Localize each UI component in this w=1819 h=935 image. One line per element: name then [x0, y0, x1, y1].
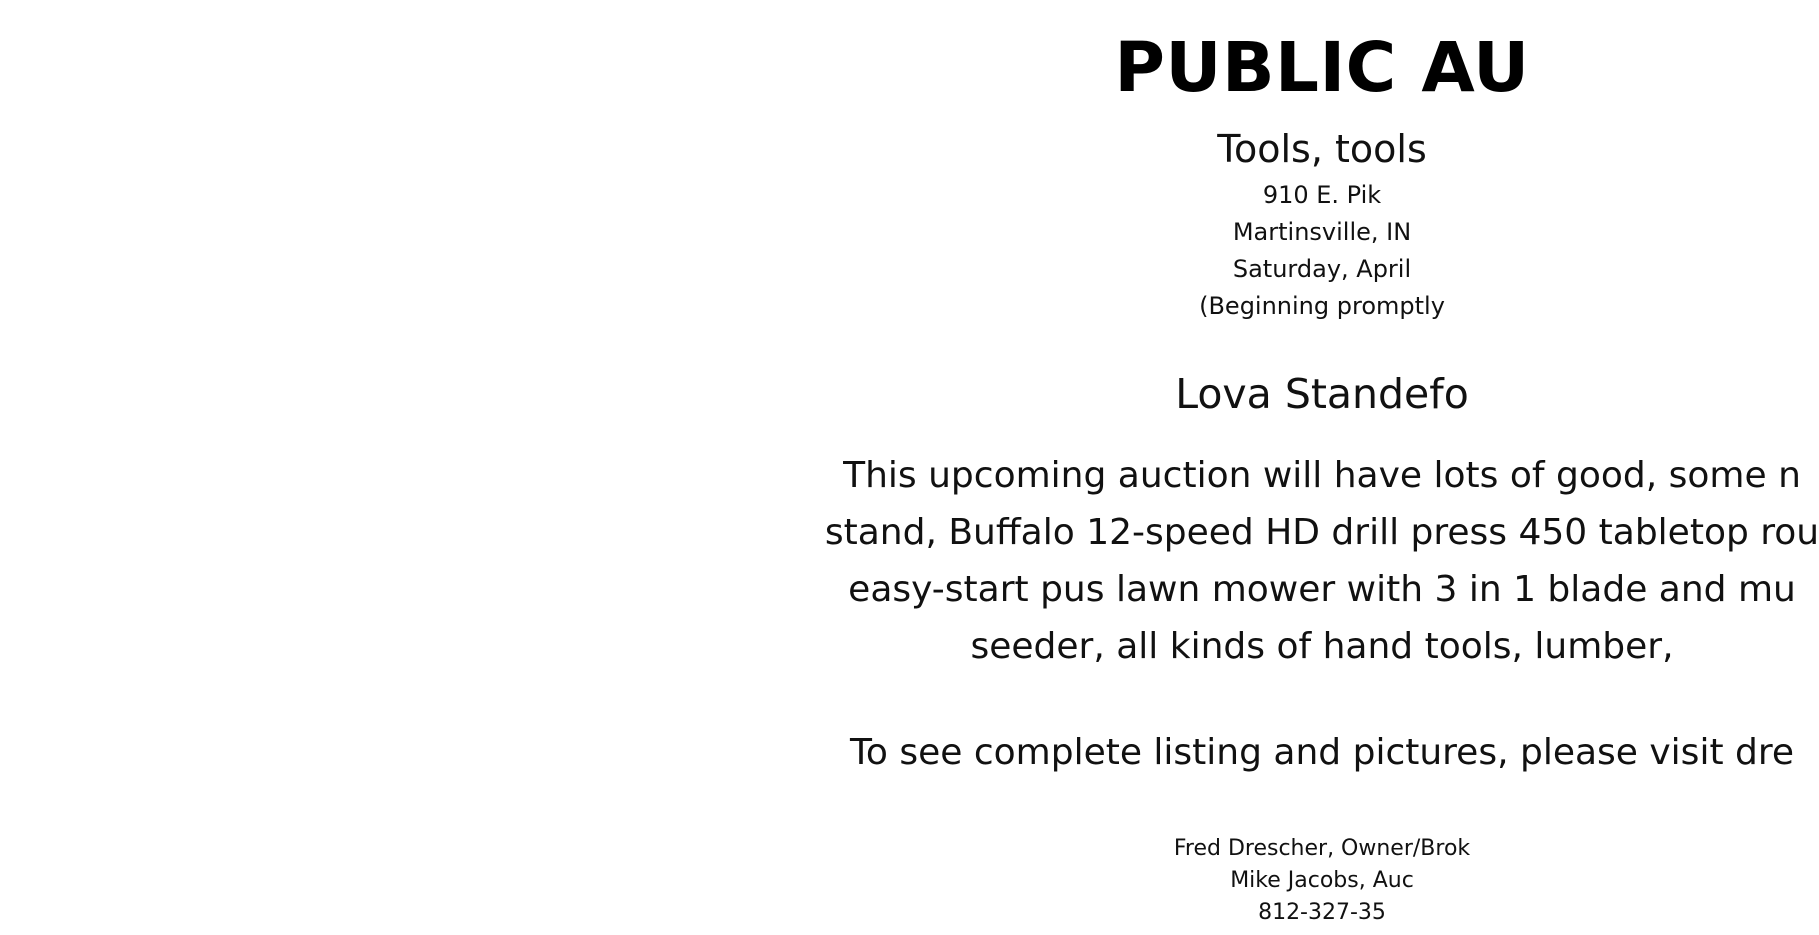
owner-broker-line: Fred Drescher, Owner/Brok: [1173, 836, 1471, 861]
date-line: Saturday, April: [1232, 255, 1412, 283]
seller-name: Lova Standefo: [1175, 370, 1469, 418]
visit-website-note: To see complete listing and pictures, please visit dre: [849, 732, 1795, 773]
phone-number: 812-327-35: [1258, 900, 1386, 925]
description-line: stand, Buffalo 12-speed HD drill press 450 tabletop rou: [824, 512, 1819, 553]
page-title: PUBLIC AU: [1114, 28, 1530, 108]
description-line: seeder, all kinds of hand tools, lumber,: [970, 626, 1674, 667]
description-line: This upcoming auction will have lots of good, some n: [843, 455, 1801, 496]
page-subtitle: Tools, tools: [1217, 127, 1427, 171]
address-line: 910 E. Pik: [1262, 181, 1382, 209]
start-time-line: (Beginning promptly: [1199, 292, 1445, 320]
auctioneer-line: Mike Jacobs, Auc: [1230, 868, 1414, 893]
city-line: Martinsville, IN: [1232, 218, 1412, 246]
description-line: easy-start pus lawn mower with 3 in 1 blade and mu: [848, 569, 1796, 610]
